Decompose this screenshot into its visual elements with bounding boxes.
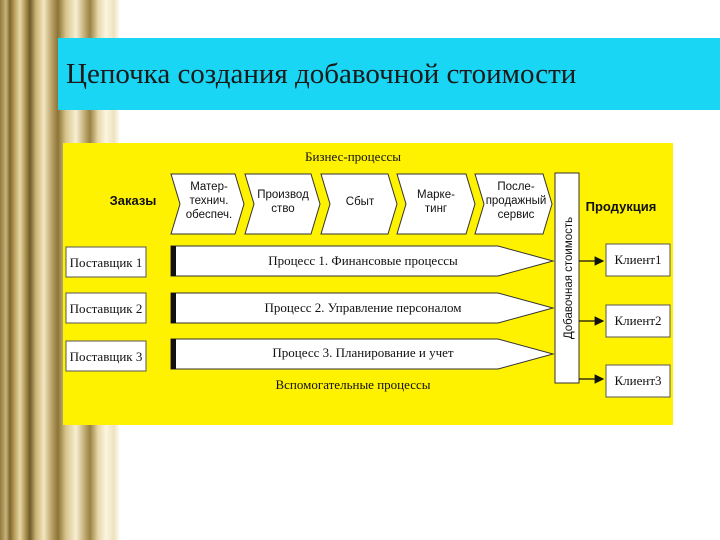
supplier-3-label: Поставщик 3	[69, 349, 143, 364]
business-step-5-line-3: сервис	[497, 209, 535, 221]
supplier-2	[66, 293, 146, 323]
supplier-3	[66, 341, 146, 371]
business-step-1-line-1: Матер-	[190, 181, 228, 193]
support-processes-label: Вспомогательные процессы	[275, 377, 431, 392]
process-1-label: Процесс 1. Финансовые процессы	[268, 253, 458, 268]
client-1	[606, 244, 670, 276]
process-arrow-3	[171, 339, 553, 369]
business-step-2-line-2: ство	[271, 203, 295, 215]
business-step-2	[245, 174, 320, 234]
business-step-4-line-1: Марке-	[417, 189, 455, 201]
process-3-label: Процесс 3. Планирование и учет	[272, 345, 454, 360]
orders-label: Заказы	[109, 193, 157, 208]
client-2-label: Клиент2	[614, 313, 662, 328]
products-label: Продукция	[585, 199, 657, 214]
supplier-2-label: Поставщик 2	[69, 301, 143, 316]
business-processes-label: Бизнес-процессы	[305, 149, 401, 164]
slide-title: Цепочка создания добавочной стоимости	[66, 58, 577, 90]
business-step-5	[475, 174, 552, 234]
business-step-4	[397, 174, 475, 234]
client-3	[606, 365, 670, 397]
business-step-2-line-1: Производ	[257, 189, 309, 201]
business-step-5-line-2: продажный	[485, 195, 547, 207]
business-step-3	[321, 174, 397, 234]
supplier-1	[66, 247, 146, 277]
value-chain-diagram	[63, 143, 673, 425]
process-arrow-1	[171, 246, 553, 276]
title-bar	[58, 38, 720, 110]
process-2-label: Процесс 2. Управление персоналом	[264, 300, 462, 315]
client-2	[606, 305, 670, 337]
value-chain-svg	[63, 143, 673, 425]
business-step-4-line-2: тинг	[424, 203, 448, 215]
process-arrow-2	[171, 293, 553, 323]
business-step-3-line-1: Сбыт	[345, 196, 375, 208]
business-step-1-line-3: обеспеч.	[185, 209, 233, 221]
supplier-1-label: Поставщик 1	[69, 255, 143, 270]
client-3-label: Клиент3	[614, 373, 662, 388]
value-added-label: Добавочная стоимость	[563, 216, 575, 340]
business-step-1	[171, 174, 244, 234]
business-step-1-line-2: технич.	[189, 195, 229, 207]
business-step-5-line-1: После-	[497, 181, 535, 193]
client-1-label: Клиент1	[614, 252, 662, 267]
